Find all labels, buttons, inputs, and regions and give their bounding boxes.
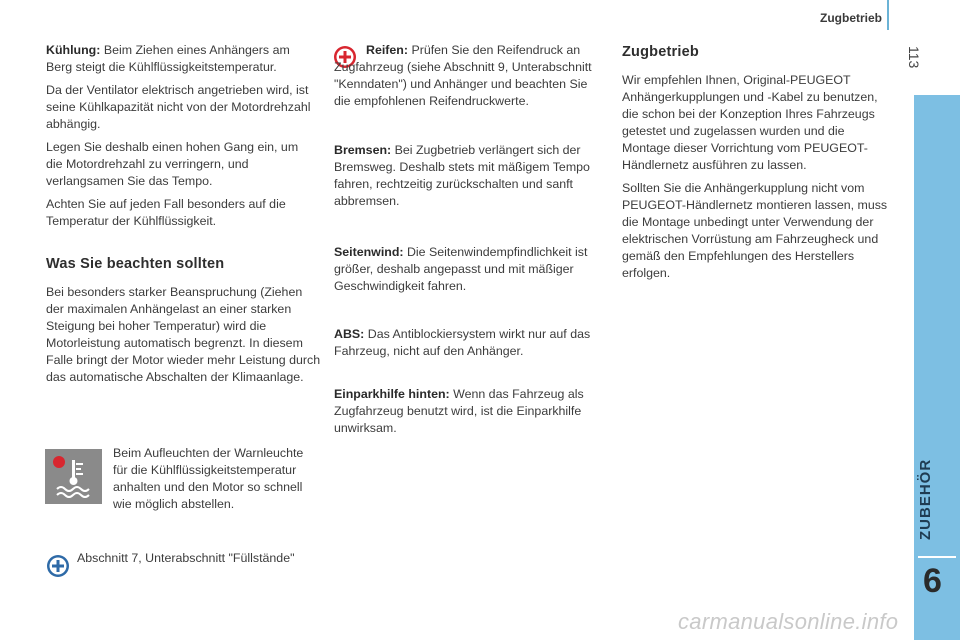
beachten-paragraph: Bei besonders starker Beanspruchung (Ziehen der maximalen Anhängelast an einer starken Steigung bei hoher Temperatur) wird die Motorleistung automatisch begrenzt. In diesem Falle bringt der Motor wieder mehr Leistung durch das automatische Abschalten der Klimaanlage. (46, 285, 321, 384)
montage-paragraph: Sollten Sie die Anhängerkupplung nicht vom PEUGEOT-Händlernetz montieren lassen, muss die Montage unbedingt unter Verwendung der elektrischen Vorrüstung am Fahrzeugheck und gemäß den Empfehlungen des Herstellers erfolgen. (622, 181, 888, 280)
chapter-tab-label: ZUBEHÖR (917, 458, 934, 540)
kuehlung-label: Kühlung: (46, 43, 101, 57)
temperatur-paragraph: Achten Sie auf jeden Fall besonders auf die Temperatur der Kühlflüssigkeit. (46, 197, 286, 228)
gang-paragraph: Legen Sie deshalb einen hohen Gang ein, um die Motordrehzahl zu verringern, und verlangsamen Sie das Tempo. (46, 140, 299, 188)
running-header: Zugbetrieb (820, 11, 882, 25)
reference-note: Abschnitt 7, Unterabschnitt "Füllstände" (77, 551, 295, 565)
section-heading-beachten: Was Sie beachten sollten (46, 256, 225, 272)
kuehlung-paragraph (46, 42, 318, 76)
seitenwind-label: Seitenwind: (334, 245, 404, 259)
bremsen-label: Bremsen: (334, 143, 392, 157)
bremsen-paragraph (334, 142, 596, 210)
zugbetrieb-block (622, 72, 890, 282)
seitenwind-text: Die Seitenwindempfindlichkeit ist größer, deshalb angepasst und mit mäßiger Geschwindigkeit fahren. (334, 245, 588, 293)
coolant-temperature-warning-icon (45, 449, 102, 504)
reifen-text: Prüfen Sie den Reifendruck an Zugfahrzeug (siehe Abschnitt 9, Unterabschnitt "Kenndaten") und Anhänger und beachten Sie die empfohlenen Reifendruckwerte. (334, 43, 592, 108)
kuehlung-block (46, 42, 318, 230)
chapter-side-tab (914, 95, 960, 640)
einparkhilfe-label: Einparkhilfe hinten: (334, 387, 450, 401)
chapter-number: 6 (923, 562, 942, 600)
plus-circle-icon (46, 554, 70, 578)
watermark: carmanualsonline.info (678, 609, 899, 634)
chapter-tab-divider (918, 556, 956, 558)
abs-text: Das Antiblockiersystem wirkt nur auf das Fahrzeug, nicht auf den Anhänger. (334, 327, 591, 358)
section-heading-zugbetrieb: Zugbetrieb (622, 44, 699, 60)
bremsen-text: Bei Zugbetrieb verlängert sich der Bremsweg. Deshalb stets mit mäßigem Tempo fahren, rechtzeitig zurückschalten und sanft abbremsen. (334, 143, 590, 208)
warning-paragraph: Beim Aufleuchten der Warnleuchte für die Kühlflüssigkeitstemperatur anhalten und den Motor so schnell wie möglich abstellen. (113, 446, 304, 511)
header-rule (887, 0, 889, 30)
reifen-label: Reifen: (366, 43, 408, 57)
abs-label: ABS: (334, 327, 365, 341)
empfehlung-paragraph: Wir empfehlen Ihnen, Original-PEUGEOT Anhängerkupplungen und -Kabel zu benutzen, die schon bei der Konzeption Ihres Fahrzeugs getestet und zugelassen wurden und die Montage dieser Vorrichtung vom PEUGEOT-Händlernetz ausführen zu lassen. (622, 73, 878, 172)
einparkhilfe-text: Wenn das Fahrzeug als Zugfahrzeug benutzt wird, ist die Einparkhilfe unwirksam. (334, 387, 584, 435)
abs-paragraph (334, 326, 596, 360)
reifen-paragraph (334, 42, 596, 110)
ventilator-paragraph: Da der Ventilator elektrisch angetrieben wird, ist seine Kühlkapazität nicht von der Motordrehzahl abhängig. (46, 83, 311, 131)
kuehlung-text: Beim Ziehen eines Anhängers am Berg steigt die Kühlflüssigkeitstemperatur. (46, 43, 290, 74)
seitenwind-paragraph (334, 244, 596, 295)
einparkhilfe-paragraph (334, 386, 596, 437)
page-number: 113 (906, 46, 922, 69)
